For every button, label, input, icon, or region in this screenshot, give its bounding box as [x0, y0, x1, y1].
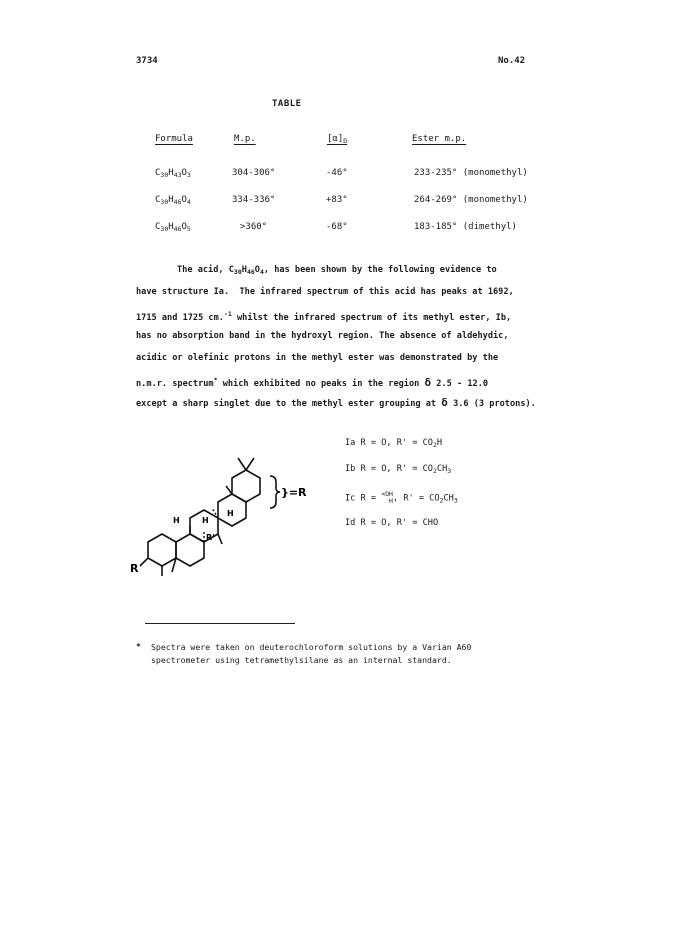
- footnote-divider: [145, 623, 295, 624]
- footnote-line: spectrometer using tetramethylsilane as an internal standard.: [151, 655, 452, 665]
- body-text-line: n.m.r. spectrum* which exhibited no peaks in the region δ 2.5 - 12.0: [136, 376, 489, 389]
- structure-legend-Ic: Ic R = <OH H, $R' = CO_2CH_3$: [345, 490, 458, 505]
- structure-label-H: H: [173, 516, 180, 525]
- structure-label-R-equals: }=R: [281, 486, 307, 499]
- table-caption: TABLE: [272, 99, 302, 109]
- table-cell-ester: 264-269° (monomethyl): [414, 195, 528, 205]
- table-cell-alpha: -68°: [326, 222, 348, 232]
- footnote-marker: *: [136, 641, 141, 651]
- body-text-line: The acid, $C_{30}H_{46}O_4$, has been shown by the following evidence to: [177, 265, 497, 276]
- footnote-line: Spectra were taken on deuterochloroform solutions by a Varian A60: [151, 642, 472, 652]
- table-header-mp: M.p.: [234, 134, 256, 144]
- table-cell-formula: $C_{30}H_{46}O_4$: [155, 195, 191, 206]
- table-cell-mp: 334-336°: [232, 195, 276, 205]
- table-cell-ester: 233-235° (monomethyl): [414, 168, 528, 178]
- page-number: 3734: [136, 56, 158, 66]
- table-cell-formula: $C_{30}H_{46}O_5$: [155, 222, 191, 233]
- body-text-line: except a sharp singlet due to the methyl ester grouping at δ 3.6 (3 protons).: [136, 396, 536, 409]
- table-header-ester-mp: Ester m.p.: [412, 134, 467, 144]
- table-cell-formula: $C_{30}H_{43}O_3$: [155, 168, 191, 179]
- table-cell-ester: 183-185° (dimethyl): [414, 222, 517, 232]
- structure-label-R: R: [130, 562, 139, 575]
- body-text-line: acidic or olefinic protons in the methyl ester was demonstrated by the: [136, 353, 499, 363]
- table-cell-alpha: -46°: [326, 168, 348, 178]
- structure-label-R-prime: R': [206, 533, 215, 542]
- body-text-line: has no absorption band in the hydroxyl region. The absence of aldehydic,: [136, 331, 509, 341]
- structure-legend-Ib: Ib R = O, $R' = CO_2CH_3$: [345, 464, 452, 475]
- table-header-formula: Formula: [155, 134, 193, 144]
- structure-label-H: H: [202, 516, 209, 525]
- table-header-alpha: $[\alpha]_D$: [327, 134, 348, 145]
- table-cell-mp: >360°: [240, 222, 268, 232]
- table-cell-alpha: +83°: [326, 195, 348, 205]
- structure-label-H: H: [227, 509, 234, 518]
- table-cell-mp: 304-306°: [232, 168, 276, 178]
- structure-legend-Ia: Ia R = O, $R' = CO_2H$: [345, 438, 443, 449]
- structure-legend-Id: Id R = O, R' = CHO: [345, 518, 439, 528]
- body-text-line: have structure Ia. The infrared spectrum of this acid has peaks at 1692,: [136, 287, 514, 297]
- issue-number: No.42: [498, 56, 526, 66]
- body-text-line: 1715 and 1725 cm.$^{-1}$ whilst the infrared spectrum of its methyl ester, Ib,: [136, 310, 512, 323]
- triterpene-structure-diagram: [130, 436, 330, 581]
